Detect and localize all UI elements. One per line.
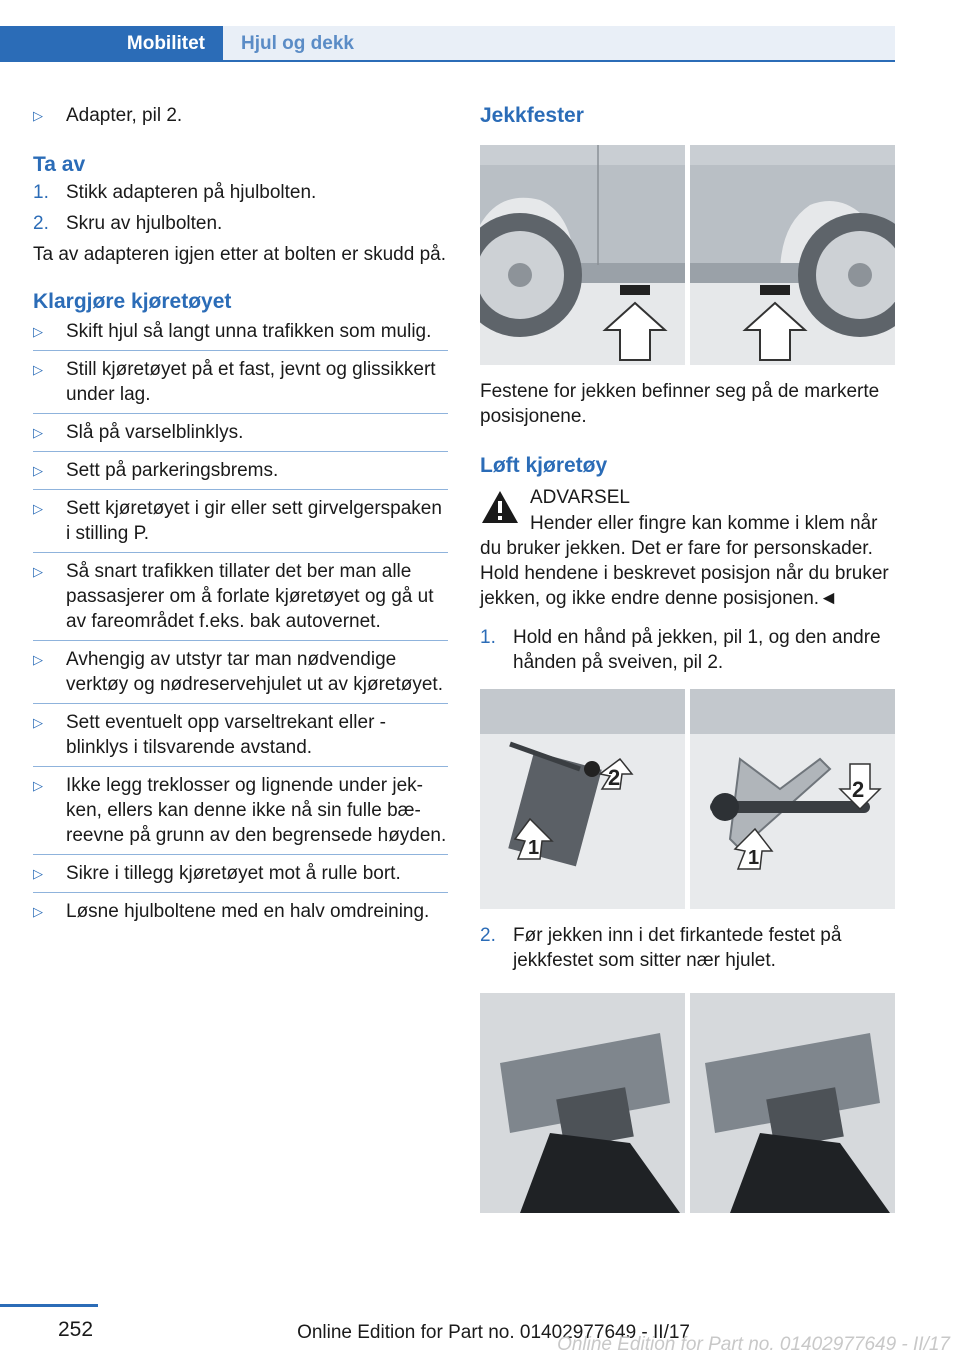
warning-block: [480, 485, 895, 533]
list-item: [33, 103, 448, 128]
list-item: ▷ Sett eventuelt opp varseltrekant eller -blinklys i tilsvarende avstand.: [33, 712, 387, 758]
triangle-bullet-icon: ▷: [33, 715, 43, 730]
arrow-label: 2: [852, 777, 865, 802]
warning-triangle-icon: [480, 489, 520, 525]
list-item: ▷ Ikke legg treklosser og lignende under jekken, ellers kan denne ikke nå sin fulle bæreevne på grunn av den begrensede høyden.: [33, 775, 447, 846]
list-item-text: Adapter, pil 2.: [66, 105, 183, 126]
header-rule: [223, 60, 895, 62]
list-item: 1. Stikk adapteren på hjulbolten.: [33, 182, 317, 203]
section-heading-klargjore: Klargjøre kjøretøyet: [33, 290, 232, 313]
section-heading-loft: Løft kjøretøy: [480, 454, 608, 477]
warning-title: ADVARSEL: [530, 487, 630, 508]
jack-placement-illustration: [480, 993, 895, 1213]
jack-points-text: Festene for jekken befinner seg på de markerte posisjonene.: [480, 381, 880, 427]
list-item: 2. Skru av hjulbolten.: [33, 213, 223, 234]
triangle-bullet-icon: ▷: [33, 463, 43, 478]
jack-handling-image: [480, 689, 895, 909]
triangle-bullet-icon: ▷: [33, 564, 43, 579]
list-item: 2. Før jekken inn i det firkantede festet på jekkfestet som sitter nær hjulet.: [480, 925, 842, 971]
triangle-bullet-icon: ▷: [33, 324, 43, 339]
left-column: [33, 103, 448, 930]
triangle-bullet-icon: ▷: [33, 778, 43, 793]
jack-placement-image: [480, 993, 895, 1213]
list-item: ▷ Sett kjøretøyet i gir eller sett girvelgerspaken i stilling P.: [33, 498, 442, 544]
triangle-bullet-icon: ▷: [33, 425, 43, 440]
right-column: [480, 103, 895, 1213]
page-number: 252: [58, 1318, 94, 1341]
jack-points-image: [480, 145, 895, 365]
list-item: ▷ Så snart trafikken tillater det ber man alle passasjerer om å forlate kjøretøyet og gå ut av fareområdet f.eks. bak autovernet.: [33, 561, 434, 632]
list-item: ▷ Avhengig av utstyr tar man nødvendige verktøy og nødreservehjulet ut av kjøretøyet.: [33, 649, 443, 695]
arrow-label: 2: [608, 765, 621, 790]
warning-text: Hender eller fingre kan komme i klem når du bruker jekken. Det er fare for personskader. Hold hendene i beskrevet posisjon når du bruker jekken, og ikke endre denne posisjonen.◄: [480, 513, 889, 609]
arrow-label: 1: [528, 837, 540, 859]
edition-text: Online Edition for Part no. 01402977649 - II/17: [297, 1322, 690, 1343]
triangle-bullet-icon: ▷: [33, 108, 43, 123]
triangle-bullet-icon: ▷: [33, 866, 43, 881]
section-heading-ta-av: Ta av: [33, 153, 86, 176]
triangle-bullet-icon: ▷: [33, 362, 43, 377]
tab-hjul-og-dekk[interactable]: Hjul og dekk: [223, 26, 895, 62]
triangle-bullet-icon: ▷: [33, 652, 43, 667]
remove-note: Ta av adapteren igjen etter at bolten er skudd på.: [33, 244, 446, 265]
jack-handling-illustration: [480, 689, 895, 909]
triangle-bullet-icon: ▷: [33, 501, 43, 516]
footer-rule: [0, 1304, 98, 1307]
list-item: 1. Hold en hånd på jekken, pil 1, og den andre hånden på sveiven, pil 2.: [480, 627, 881, 673]
jack-points-illustration: [480, 145, 895, 365]
watermark: Online Edition for Part no. 01402977649 - II/17: [557, 1334, 950, 1355]
triangle-bullet-icon: ▷: [33, 904, 43, 919]
arrow-label: 1: [748, 847, 760, 869]
list-item: ▷ Sikre i tillegg kjøretøyet mot å rulle bort.: [33, 863, 401, 884]
list-item: ▷ Skift hjul så langt unna trafikken som mulig.: [33, 321, 432, 342]
section-heading-jekkfester: Jekkfester: [480, 104, 584, 127]
tab-mobilitet[interactable]: Mobilitet: [0, 26, 223, 62]
list-item: ▷ Still kjøretøyet på et fast, jevnt og glissikkert under lag.: [33, 359, 436, 405]
list-item: ▷ Løsne hjulboltene med en halv omdreining.: [33, 901, 430, 922]
list-item: ▷ Slå på varselblinklys.: [33, 422, 244, 443]
list-item: ▷ Sett på parkeringsbrems.: [33, 460, 279, 481]
